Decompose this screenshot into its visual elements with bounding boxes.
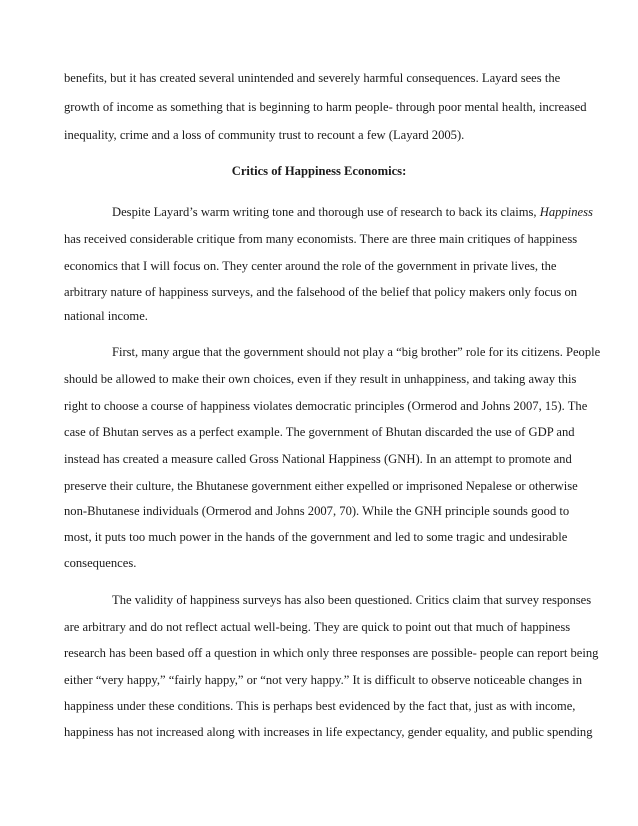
- paragraph-surveys-line-3: research has been based off a question in which only three responses are possible- people can report being: [64, 646, 599, 660]
- paragraph-surveys-line-1: The validity of happiness surveys has also been questioned. Critics claim that survey responses: [112, 593, 592, 607]
- paragraph-critics-line-5: national income.: [64, 309, 148, 323]
- paragraph-government-line-6: preserve their culture, the Bhutanese government either expelled or imprisoned Nepalese or otherwise: [64, 479, 578, 493]
- paragraph-surveys-line-2: are arbitrary and do not reflect actual well-being. They are quick to point out that much of happiness: [64, 620, 571, 634]
- paragraph-government-line-5: instead has created a measure called Gross National Happiness (GNH). In an attempt to promote and: [64, 452, 572, 466]
- paragraph-government-line-3: right to choose a course of happiness violates democratic principles (Ormerod and Johns 2007, 15). The: [64, 399, 588, 413]
- paragraph-critics-line-3: economics that I will focus on. They center around the role of the government in private lives, the: [64, 259, 557, 273]
- paragraph-intro-line-3: inequality, crime and a loss of community trust to recount a few (Layard 2005).: [64, 128, 465, 142]
- paragraph-critics-line-1-text: Despite Layard’s warm writing tone and thorough use of research to back its claims,: [112, 205, 540, 219]
- paragraph-surveys-line-4: either “very happy,” “fairly happy,” or “not very happy.” It is difficult to observe noticeable changes in: [64, 673, 583, 687]
- paragraph-surveys-line-5: happiness under these conditions. This is perhaps best evidenced by the fact that, just as with income,: [64, 699, 576, 713]
- paragraph-government-line-1: First, many argue that the government should not play a “big brother” role for its citizens. People: [112, 345, 601, 359]
- paragraph-government-line-2: should be allowed to make their own choices, even if they result in unhappiness, and taking away this: [64, 372, 577, 386]
- book-title-italic: Happiness: [539, 205, 593, 219]
- paragraph-government-line-8: most, it puts too much power in the hands of the government and led to some tragic and undesirable: [64, 530, 568, 544]
- paragraph-critics-line-1: [112, 204, 593, 220]
- paragraph-government-line-7: non-Bhutanese individuals (Ormerod and Johns 2007, 70). While the GNH principle sounds good to: [64, 504, 570, 518]
- section-heading: Critics of Happiness Economics:: [231, 164, 407, 178]
- paragraph-government-line-9: consequences.: [64, 556, 137, 570]
- paragraph-critics-line-4: arbitrary nature of happiness surveys, and the falsehood of the belief that policy makers only focus on: [64, 285, 578, 299]
- paragraph-intro-line-1: benefits, but it has created several unintended and severely harmful consequences. Layard sees the: [64, 71, 561, 85]
- paragraph-surveys-line-6: happiness has not increased along with increases in life expectancy, gender equality, and public spending: [64, 725, 593, 739]
- paragraph-critics-line-2: has received considerable critique from many economists. There are three main critiques of happiness: [64, 232, 578, 246]
- paragraph-intro-line-2: growth of income as something that is beginning to harm people- through poor mental health, increased: [64, 100, 587, 114]
- paragraph-government-line-4: case of Bhutan serves as a perfect example. The government of Bhutan discarded the use of GDP and: [64, 425, 575, 439]
